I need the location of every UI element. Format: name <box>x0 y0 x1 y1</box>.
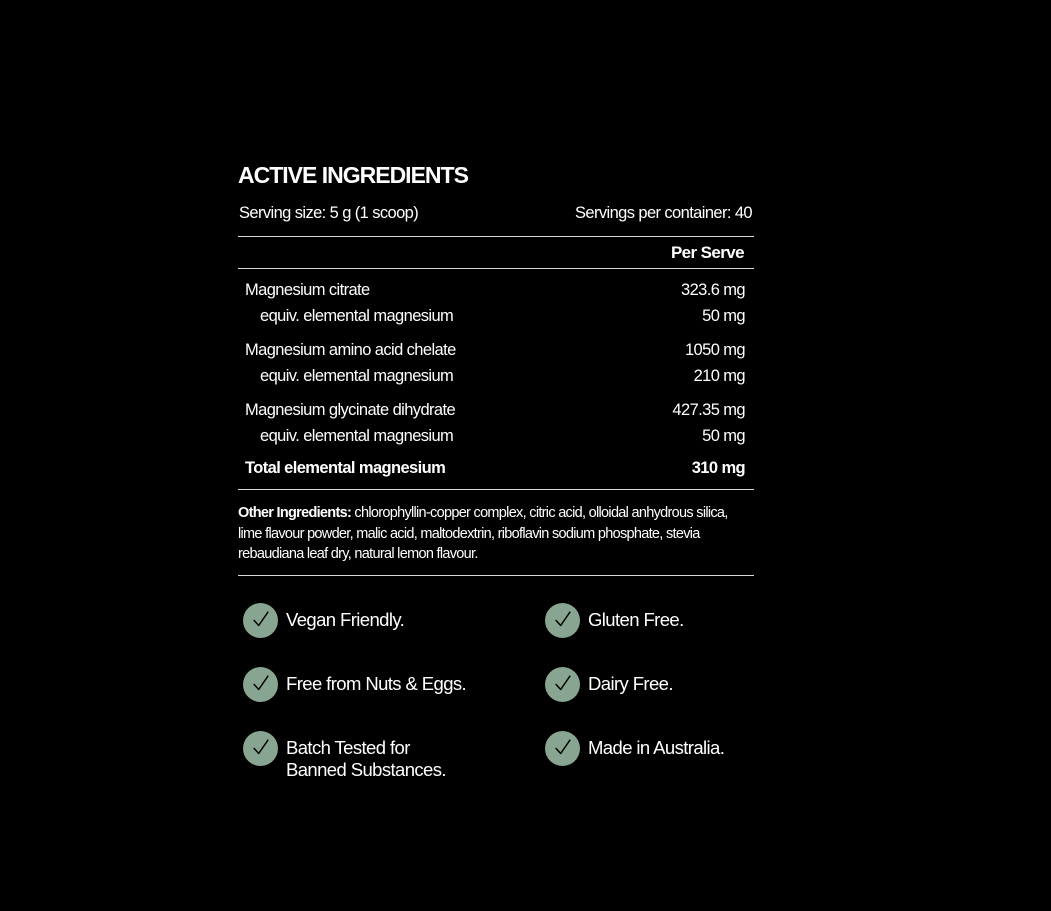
feature-vegan <box>243 603 545 667</box>
ingredient-sub-amount: 50 mg <box>702 307 745 325</box>
check-icon <box>545 731 580 766</box>
total-label: Total elemental magnesium <box>245 459 446 477</box>
page-title: ACTIVE INGREDIENTS <box>238 162 468 188</box>
check-icon <box>545 667 580 702</box>
servings-per-container: Servings per container: 40 <box>574 204 752 222</box>
table-row <box>245 423 745 449</box>
ingredient-sub-amount: 50 mg <box>702 427 745 445</box>
feature-batch-tested <box>243 731 545 795</box>
ingredients-panel <box>238 160 754 795</box>
feature-dairy-free <box>545 667 759 731</box>
feature-label: Dairy Free. <box>588 672 673 694</box>
table-row <box>245 363 745 389</box>
total-amount: 310 mg <box>691 459 745 477</box>
other-ingredients <box>238 503 754 565</box>
check-icon <box>243 603 278 638</box>
ingredient-sub-amount: 210 mg <box>693 367 745 385</box>
ingredient-sub-name: equiv. elemental magnesium <box>260 367 454 385</box>
ingredient-amount: 1050 mg <box>684 341 745 359</box>
feature-label: Free from Nuts & Eggs. <box>286 672 467 694</box>
ingredient-sub-name: equiv. elemental magnesium <box>260 427 454 445</box>
ingredient-name: Magnesium glycinate dihydrate <box>245 401 456 419</box>
ingredient-group <box>245 277 745 329</box>
divider <box>238 575 754 576</box>
check-icon <box>545 603 580 638</box>
ingredient-amount: 427.35 mg <box>672 401 745 419</box>
table-row <box>245 337 745 363</box>
ingredient-amount: 323.6 mg <box>681 281 745 299</box>
feature-gluten-free <box>545 603 759 667</box>
ingredient-name: Magnesium citrate <box>245 281 370 299</box>
feature-nut-egg-free <box>243 667 545 731</box>
ingredient-group <box>245 337 745 389</box>
ingredient-sub-name: equiv. elemental magnesium <box>260 307 454 325</box>
divider <box>238 489 754 490</box>
table-row <box>245 303 745 329</box>
other-ingredients-label: Other Ingredients: <box>238 505 352 521</box>
feature-made-in-australia <box>545 731 759 795</box>
total-row <box>245 455 745 481</box>
ingredient-name: Magnesium amino acid chelate <box>245 341 456 359</box>
column-header-per-serve: Per Serve <box>670 243 744 262</box>
other-ingredients-text: chlorophyllin-copper complex, citric acid, olloidal anhydrous silica, lime flavour powder, malic acid, maltodextrin, riboflavin sodium phosphate, stevia rebaudiana leaf dry, natural lemon flavour. <box>238 505 728 562</box>
feature-label: Vegan Friendly. <box>286 608 405 630</box>
feature-label: Batch Tested for Banned Substances. <box>286 736 446 780</box>
serving-info <box>238 203 754 223</box>
serving-size: Serving size: 5 g (1 scoop) <box>239 204 419 222</box>
feature-label: Made in Australia. <box>588 736 725 758</box>
feature-label: Gluten Free. <box>588 608 684 630</box>
ingredient-table <box>238 269 754 481</box>
table-row <box>245 277 745 303</box>
ingredient-group <box>245 397 745 449</box>
feature-list <box>238 603 754 795</box>
check-icon <box>243 731 278 766</box>
table-row <box>245 397 745 423</box>
check-icon <box>243 667 278 702</box>
